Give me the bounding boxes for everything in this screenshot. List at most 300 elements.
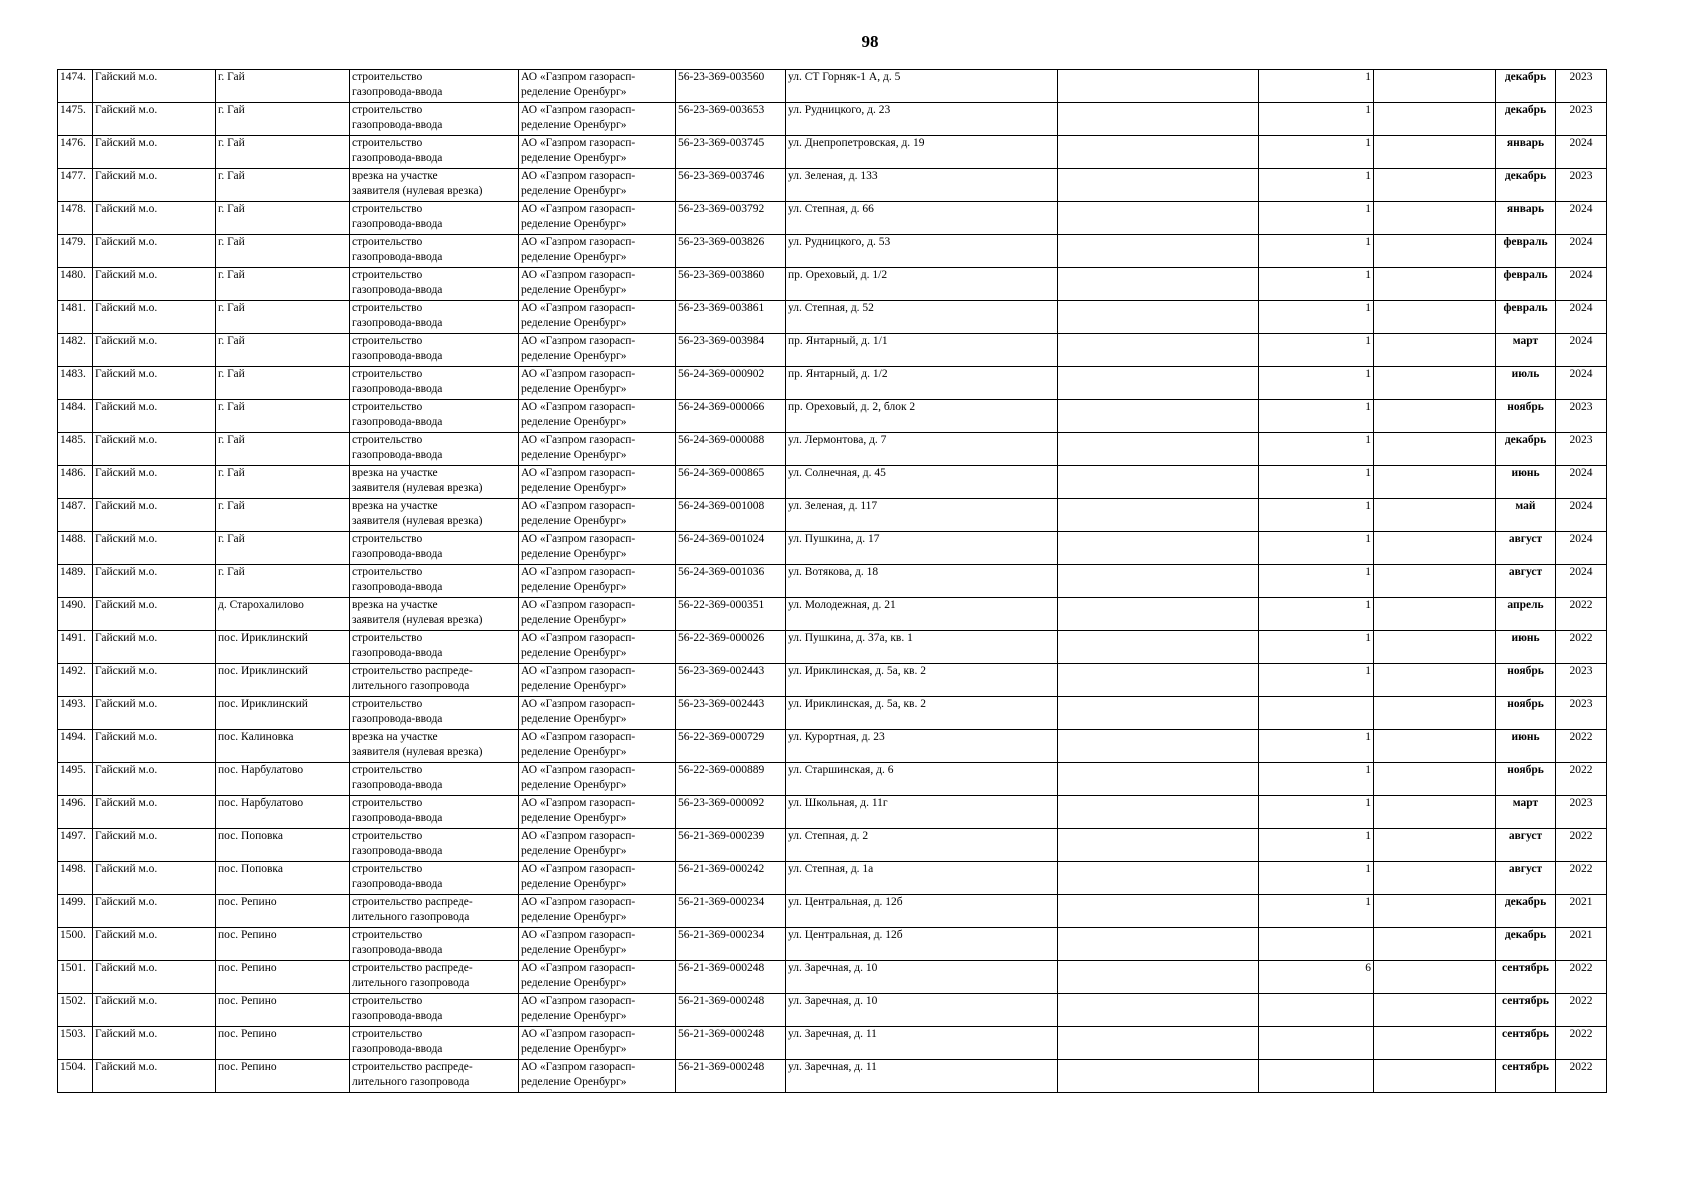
work-type-line-1: строительство	[352, 269, 423, 281]
month-cell: декабрь	[1496, 169, 1556, 202]
application-code-cell: 56-23-369-003792	[676, 202, 786, 235]
application-code-cell: 56-23-369-003861	[676, 301, 786, 334]
table-row	[58, 763, 1607, 796]
work-type-cell	[350, 565, 519, 598]
work-type-cell	[350, 301, 519, 334]
page-number: 98	[861, 32, 879, 51]
quantity-cell: 1	[1259, 268, 1374, 301]
work-type-cell	[350, 136, 519, 169]
year-cell: 2024	[1556, 334, 1607, 367]
row-number: 1499.	[58, 895, 93, 928]
address-cell: ул. Заречная, д. 11	[786, 1027, 1058, 1060]
address-cell: ул. Школьная, д. 11г	[786, 796, 1058, 829]
organization-line-1: АО «Газпром газорасп-	[521, 170, 636, 182]
quantity-cell: 1	[1259, 895, 1374, 928]
row-number: 1492.	[58, 664, 93, 697]
row-number: 1501.	[58, 961, 93, 994]
district-cell: Гайский м.о.	[93, 631, 216, 664]
organization-line-2: ределение Оренбург»	[521, 581, 627, 593]
work-type-line-1: строительство распреде-	[352, 1061, 473, 1073]
organization-line-2: ределение Оренбург»	[521, 284, 627, 296]
month-cell: февраль	[1496, 235, 1556, 268]
year-cell: 2024	[1556, 565, 1607, 598]
organization-cell	[519, 697, 676, 730]
locality-cell: г. Гай	[216, 334, 350, 367]
empty-cell	[1374, 433, 1496, 466]
work-type-line-2: газопровода-ввода	[352, 845, 443, 857]
row-number: 1483.	[58, 367, 93, 400]
quantity-cell	[1259, 994, 1374, 1027]
organization-line-1: АО «Газпром газорасп-	[521, 533, 636, 545]
month-cell: декабрь	[1496, 70, 1556, 103]
month-cell: май	[1496, 499, 1556, 532]
work-type-cell	[350, 400, 519, 433]
organization-line-2: ределение Оренбург»	[521, 515, 627, 527]
application-code-cell: 56-22-369-000889	[676, 763, 786, 796]
row-number: 1495.	[58, 763, 93, 796]
district-cell: Гайский м.о.	[93, 136, 216, 169]
work-type-line-1: строительство	[352, 830, 423, 842]
application-code-cell: 56-24-369-000865	[676, 466, 786, 499]
work-type-line-1: строительство	[352, 863, 423, 875]
row-number: 1498.	[58, 862, 93, 895]
application-code-cell: 56-23-369-003745	[676, 136, 786, 169]
empty-cell	[1058, 70, 1259, 103]
month-cell: июль	[1496, 367, 1556, 400]
year-cell: 2024	[1556, 532, 1607, 565]
organization-cell	[519, 1060, 676, 1093]
empty-cell	[1058, 796, 1259, 829]
empty-cell	[1058, 433, 1259, 466]
empty-cell	[1058, 400, 1259, 433]
district-cell: Гайский м.о.	[93, 169, 216, 202]
organization-line-1: АО «Газпром газорасп-	[521, 104, 636, 116]
organization-line-2: ределение Оренбург»	[521, 350, 627, 362]
organization-cell	[519, 532, 676, 565]
table-row	[58, 565, 1607, 598]
application-code-cell: 56-24-369-000066	[676, 400, 786, 433]
work-type-line-1: врезка на участке	[352, 599, 438, 611]
organization-cell	[519, 301, 676, 334]
month-cell: ноябрь	[1496, 664, 1556, 697]
work-type-line-2: заявителя (нулевая врезка)	[352, 614, 483, 626]
work-type-cell	[350, 433, 519, 466]
table-row	[58, 598, 1607, 631]
quantity-cell: 6	[1259, 961, 1374, 994]
application-code-cell: 56-22-369-000729	[676, 730, 786, 763]
organization-cell	[519, 598, 676, 631]
application-code-cell: 56-21-369-000248	[676, 1027, 786, 1060]
empty-cell	[1058, 334, 1259, 367]
locality-cell: г. Гай	[216, 565, 350, 598]
work-type-line-1: строительство	[352, 929, 423, 941]
work-type-line-2: газопровода-ввода	[352, 284, 443, 296]
work-type-line-1: строительство	[352, 137, 423, 149]
quantity-cell: 1	[1259, 532, 1374, 565]
table-row	[58, 400, 1607, 433]
address-cell: ул. Лермонтова, д. 7	[786, 433, 1058, 466]
quantity-cell: 1	[1259, 631, 1374, 664]
district-cell: Гайский м.о.	[93, 433, 216, 466]
district-cell: Гайский м.о.	[93, 103, 216, 136]
application-code-cell: 56-23-369-003746	[676, 169, 786, 202]
year-cell: 2022	[1556, 1027, 1607, 1060]
organization-line-1: АО «Газпром газорасп-	[521, 368, 636, 380]
address-cell: ул. Пушкина, д. 17	[786, 532, 1058, 565]
work-type-line-2: газопровода-ввода	[352, 152, 443, 164]
work-type-cell	[350, 169, 519, 202]
address-cell: ул. Степная, д. 2	[786, 829, 1058, 862]
work-type-cell	[350, 829, 519, 862]
organization-line-1: АО «Газпром газорасп-	[521, 764, 636, 776]
work-type-line-1: строительство распреде-	[352, 896, 473, 908]
year-cell: 2023	[1556, 697, 1607, 730]
application-code-cell: 56-23-369-003860	[676, 268, 786, 301]
address-cell: пр. Ореховый, д. 1/2	[786, 268, 1058, 301]
empty-cell	[1374, 103, 1496, 136]
organization-line-1: АО «Газпром газорасп-	[521, 995, 636, 1007]
organization-line-1: АО «Газпром газорасп-	[521, 302, 636, 314]
work-type-line-1: строительство	[352, 302, 423, 314]
locality-cell: г. Гай	[216, 103, 350, 136]
month-cell: февраль	[1496, 301, 1556, 334]
quantity-cell: 1	[1259, 565, 1374, 598]
quantity-cell: 1	[1259, 598, 1374, 631]
work-type-line-2: заявителя (нулевая врезка)	[352, 482, 483, 494]
year-cell: 2021	[1556, 895, 1607, 928]
address-cell: ул. Заречная, д. 10	[786, 994, 1058, 1027]
work-type-line-2: лительного газопровода	[352, 911, 470, 923]
year-cell: 2022	[1556, 994, 1607, 1027]
application-code-cell: 56-21-369-000239	[676, 829, 786, 862]
district-cell: Гайский м.о.	[93, 1060, 216, 1093]
quantity-cell: 1	[1259, 499, 1374, 532]
month-cell: декабрь	[1496, 103, 1556, 136]
organization-line-2: ределение Оренбург»	[521, 1043, 627, 1055]
quantity-cell	[1259, 697, 1374, 730]
empty-cell	[1058, 730, 1259, 763]
empty-cell	[1058, 697, 1259, 730]
district-cell: Гайский м.о.	[93, 829, 216, 862]
organization-line-2: ределение Оренбург»	[521, 911, 627, 923]
work-type-line-1: строительство	[352, 434, 423, 446]
district-cell: Гайский м.о.	[93, 400, 216, 433]
work-type-line-2: газопровода-ввода	[352, 944, 443, 956]
row-number: 1481.	[58, 301, 93, 334]
locality-cell: пос. Поповка	[216, 862, 350, 895]
empty-cell	[1374, 169, 1496, 202]
month-cell: август	[1496, 532, 1556, 565]
row-number: 1478.	[58, 202, 93, 235]
empty-cell	[1058, 928, 1259, 961]
organization-line-2: ределение Оренбург»	[521, 746, 627, 758]
year-cell: 2023	[1556, 70, 1607, 103]
year-cell: 2024	[1556, 367, 1607, 400]
year-cell: 2021	[1556, 928, 1607, 961]
locality-cell: г. Гай	[216, 433, 350, 466]
work-type-line-2: газопровода-ввода	[352, 581, 443, 593]
empty-cell	[1374, 1027, 1496, 1060]
row-number: 1485.	[58, 433, 93, 466]
application-code-cell: 56-21-369-000234	[676, 928, 786, 961]
work-type-cell	[350, 730, 519, 763]
quantity-cell: 1	[1259, 367, 1374, 400]
organization-cell	[519, 994, 676, 1027]
empty-cell	[1374, 136, 1496, 169]
address-cell: ул. Центральная, д. 12б	[786, 928, 1058, 961]
table-row	[58, 499, 1607, 532]
empty-cell	[1374, 70, 1496, 103]
empty-cell	[1374, 928, 1496, 961]
work-type-line-2: заявителя (нулевая врезка)	[352, 515, 483, 527]
locality-cell: г. Гай	[216, 235, 350, 268]
organization-line-1: АО «Газпром газорасп-	[521, 236, 636, 248]
table-row	[58, 433, 1607, 466]
work-type-line-2: газопровода-ввода	[352, 86, 443, 98]
quantity-cell: 1	[1259, 103, 1374, 136]
district-cell: Гайский м.о.	[93, 202, 216, 235]
work-type-line-1: строительство	[352, 71, 423, 83]
empty-cell	[1374, 1060, 1496, 1093]
organization-line-1: АО «Газпром газорасп-	[521, 500, 636, 512]
year-cell: 2024	[1556, 301, 1607, 334]
table-row	[58, 796, 1607, 829]
work-type-line-2: газопровода-ввода	[352, 218, 443, 230]
application-code-cell: 56-24-369-000902	[676, 367, 786, 400]
locality-cell: г. Гай	[216, 268, 350, 301]
organization-cell	[519, 631, 676, 664]
organization-cell	[519, 202, 676, 235]
organization-cell	[519, 829, 676, 862]
address-cell: пр. Янтарный, д. 1/2	[786, 367, 1058, 400]
locality-cell: пос. Репино	[216, 1060, 350, 1093]
quantity-cell: 1	[1259, 862, 1374, 895]
table-row	[58, 268, 1607, 301]
empty-cell	[1374, 565, 1496, 598]
month-cell: декабрь	[1496, 895, 1556, 928]
organization-cell	[519, 961, 676, 994]
empty-cell	[1058, 1027, 1259, 1060]
empty-cell	[1374, 400, 1496, 433]
work-type-cell	[350, 532, 519, 565]
year-cell: 2022	[1556, 961, 1607, 994]
organization-line-2: ределение Оренбург»	[521, 119, 627, 131]
month-cell: август	[1496, 862, 1556, 895]
table-row	[58, 895, 1607, 928]
year-cell: 2022	[1556, 598, 1607, 631]
empty-cell	[1374, 730, 1496, 763]
row-number: 1497.	[58, 829, 93, 862]
locality-cell: пос. Нарбулатово	[216, 763, 350, 796]
organization-line-2: ределение Оренбург»	[521, 152, 627, 164]
organization-line-2: ределение Оренбург»	[521, 317, 627, 329]
empty-cell	[1058, 994, 1259, 1027]
empty-cell	[1374, 532, 1496, 565]
work-type-cell	[350, 895, 519, 928]
work-type-line-2: газопровода-ввода	[352, 119, 443, 131]
row-number: 1484.	[58, 400, 93, 433]
work-type-line-2: лительного газопровода	[352, 977, 470, 989]
organization-cell	[519, 400, 676, 433]
table-row	[58, 367, 1607, 400]
application-code-cell: 56-21-369-000248	[676, 961, 786, 994]
organization-cell	[519, 103, 676, 136]
quantity-cell	[1259, 1027, 1374, 1060]
row-number: 1491.	[58, 631, 93, 664]
organization-line-1: АО «Газпром газорасп-	[521, 962, 636, 974]
address-cell: ул. Пушкина, д. 37а, кв. 1	[786, 631, 1058, 664]
organization-line-1: АО «Газпром газорасп-	[521, 599, 636, 611]
row-number: 1474.	[58, 70, 93, 103]
address-cell: ул. Рудницкого, д. 23	[786, 103, 1058, 136]
empty-cell	[1058, 862, 1259, 895]
empty-cell	[1058, 301, 1259, 334]
empty-cell	[1058, 664, 1259, 697]
work-type-line-1: строительство	[352, 797, 423, 809]
year-cell: 2023	[1556, 400, 1607, 433]
register-body	[58, 70, 1607, 1093]
table-row	[58, 994, 1607, 1027]
month-cell: март	[1496, 334, 1556, 367]
locality-cell: г. Гай	[216, 169, 350, 202]
quantity-cell: 1	[1259, 70, 1374, 103]
organization-line-2: ределение Оренбург»	[521, 977, 627, 989]
quantity-cell: 1	[1259, 796, 1374, 829]
organization-line-2: ределение Оренбург»	[521, 251, 627, 263]
organization-line-1: АО «Газпром газорасп-	[521, 797, 636, 809]
table-row	[58, 103, 1607, 136]
work-type-cell	[350, 631, 519, 664]
table-row	[58, 697, 1607, 730]
address-cell: ул. Зеленая, д. 133	[786, 169, 1058, 202]
table-row	[58, 334, 1607, 367]
quantity-cell: 1	[1259, 664, 1374, 697]
month-cell: ноябрь	[1496, 400, 1556, 433]
work-type-line-2: заявителя (нулевая врезка)	[352, 185, 483, 197]
work-type-line-2: лительного газопровода	[352, 1076, 470, 1088]
address-cell: ул. Ириклинская, д. 5а, кв. 2	[786, 697, 1058, 730]
district-cell: Гайский м.о.	[93, 895, 216, 928]
work-type-cell	[350, 763, 519, 796]
organization-line-2: ределение Оренбург»	[521, 449, 627, 461]
quantity-cell: 1	[1259, 400, 1374, 433]
district-cell: Гайский м.о.	[93, 367, 216, 400]
work-type-line-2: газопровода-ввода	[352, 812, 443, 824]
work-type-line-1: строительство	[352, 335, 423, 347]
application-code-cell: 56-23-369-002443	[676, 697, 786, 730]
row-number: 1493.	[58, 697, 93, 730]
work-type-line-2: газопровода-ввода	[352, 548, 443, 560]
quantity-cell: 1	[1259, 235, 1374, 268]
table-row	[58, 829, 1607, 862]
work-type-line-2: газопровода-ввода	[352, 1043, 443, 1055]
application-code-cell: 56-23-369-003826	[676, 235, 786, 268]
empty-cell	[1058, 598, 1259, 631]
application-code-cell: 56-24-369-001008	[676, 499, 786, 532]
empty-cell	[1374, 829, 1496, 862]
address-cell: ул. Степная, д. 66	[786, 202, 1058, 235]
organization-line-2: ределение Оренбург»	[521, 1010, 627, 1022]
empty-cell	[1374, 994, 1496, 1027]
work-type-cell	[350, 268, 519, 301]
empty-cell	[1058, 631, 1259, 664]
table-row	[58, 730, 1607, 763]
address-cell: ул. Вотякова, д. 18	[786, 565, 1058, 598]
organization-cell	[519, 862, 676, 895]
application-code-cell: 56-21-369-000234	[676, 895, 786, 928]
district-cell: Гайский м.о.	[93, 763, 216, 796]
organization-cell	[519, 235, 676, 268]
month-cell: сентябрь	[1496, 961, 1556, 994]
year-cell: 2023	[1556, 433, 1607, 466]
row-number: 1476.	[58, 136, 93, 169]
work-type-cell	[350, 103, 519, 136]
work-type-line-1: строительство	[352, 203, 423, 215]
empty-cell	[1058, 763, 1259, 796]
work-type-line-1: врезка на участке	[352, 467, 438, 479]
address-cell: пр. Ореховый, д. 2, блок 2	[786, 400, 1058, 433]
district-cell: Гайский м.о.	[93, 235, 216, 268]
organization-cell	[519, 565, 676, 598]
organization-line-2: ределение Оренбург»	[521, 614, 627, 626]
locality-cell: пос. Поповка	[216, 829, 350, 862]
empty-cell	[1374, 334, 1496, 367]
application-code-cell: 56-21-369-000242	[676, 862, 786, 895]
organization-line-2: ределение Оренбург»	[521, 647, 627, 659]
organization-line-2: ределение Оренбург»	[521, 416, 627, 428]
month-cell: январь	[1496, 202, 1556, 235]
work-type-cell	[350, 235, 519, 268]
year-cell: 2024	[1556, 499, 1607, 532]
organization-line-2: ределение Оренбург»	[521, 713, 627, 725]
locality-cell: г. Гай	[216, 136, 350, 169]
table-row	[58, 136, 1607, 169]
empty-cell	[1374, 499, 1496, 532]
quantity-cell: 1	[1259, 202, 1374, 235]
district-cell: Гайский м.о.	[93, 565, 216, 598]
work-type-line-1: строительство	[352, 995, 423, 1007]
work-type-line-2: газопровода-ввода	[352, 350, 443, 362]
work-type-cell	[350, 862, 519, 895]
address-cell: ул. Центральная, д. 12б	[786, 895, 1058, 928]
year-cell: 2024	[1556, 268, 1607, 301]
district-cell: Гайский м.о.	[93, 532, 216, 565]
locality-cell: г. Гай	[216, 466, 350, 499]
work-type-line-2: газопровода-ввода	[352, 416, 443, 428]
row-number: 1477.	[58, 169, 93, 202]
work-type-line-2: газопровода-ввода	[352, 449, 443, 461]
work-type-cell	[350, 961, 519, 994]
table-row	[58, 466, 1607, 499]
locality-cell: пос. Нарбулатово	[216, 796, 350, 829]
month-cell: ноябрь	[1496, 763, 1556, 796]
work-type-line-1: строительство	[352, 533, 423, 545]
organization-line-2: ределение Оренбург»	[521, 218, 627, 230]
empty-cell	[1374, 895, 1496, 928]
year-cell: 2024	[1556, 466, 1607, 499]
application-code-cell: 56-23-369-000092	[676, 796, 786, 829]
address-cell: пр. Янтарный, д. 1/1	[786, 334, 1058, 367]
month-cell: сентябрь	[1496, 994, 1556, 1027]
table-row	[58, 1027, 1607, 1060]
district-cell: Гайский м.о.	[93, 664, 216, 697]
work-type-line-2: газопровода-ввода	[352, 779, 443, 791]
district-cell: Гайский м.о.	[93, 928, 216, 961]
row-number: 1486.	[58, 466, 93, 499]
empty-cell	[1058, 565, 1259, 598]
organization-line-2: ределение Оренбург»	[521, 845, 627, 857]
row-number: 1487.	[58, 499, 93, 532]
